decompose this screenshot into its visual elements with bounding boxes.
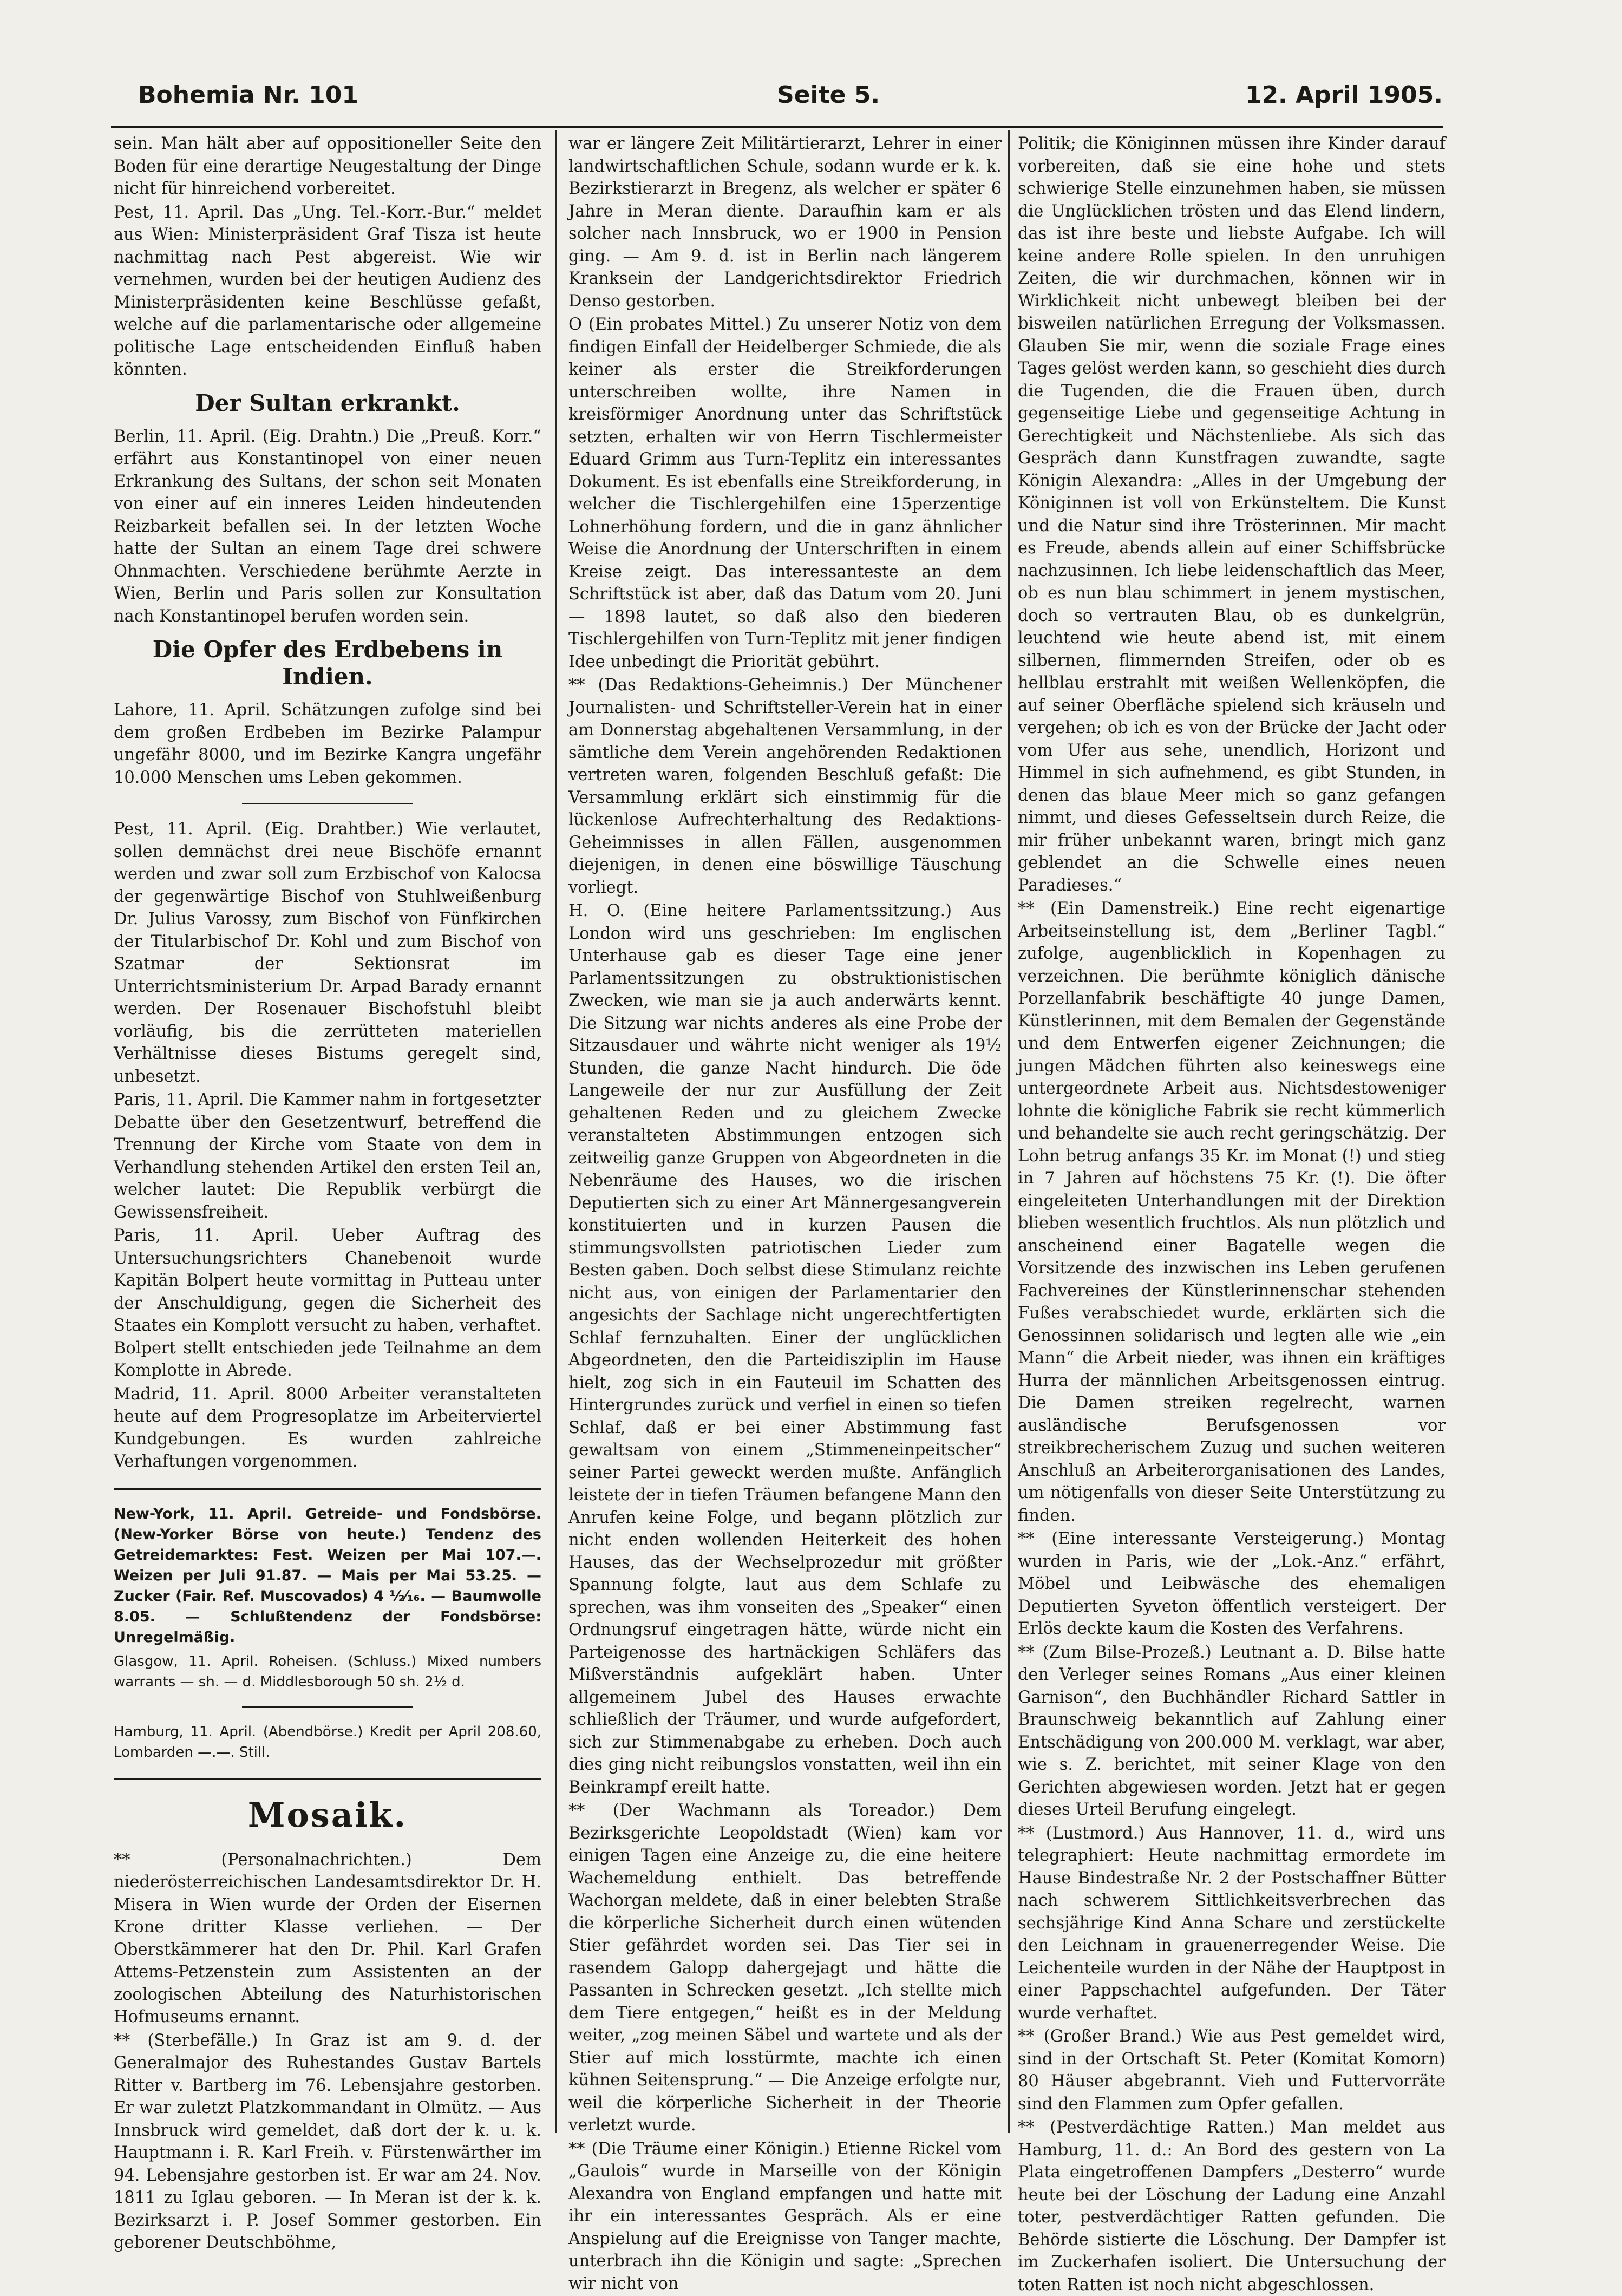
news-item-bilse-prozess: ** (Zum Bilse-Prozeß.) Leutnant a. D. Bilse hatte den Verleger seines Romans „Aus einer kleinen Garnison“, den Buchhändler Richard Sattler in Braunschweig bekanntlich auf Zahlung einer Entschädigung von 200.000 M. verklagt, war aber, wie s. Z. berichtet, mit seiner Klage von den Gerichten abgewiesen worden. Jetzt hat er gegen dieses Urteil Berufung eingelegt. (1018, 1643, 1446, 1819)
page-header (138, 81, 1443, 119)
market-hamburg: Hamburg, 11. April. (Abendbörse.) Kredit per April 208.60, Lombarden —.—. Still. (114, 1723, 541, 1761)
header-rule (111, 126, 1443, 128)
issue-date: 12. April 1905. (1245, 81, 1443, 109)
separator-mosaik (114, 1778, 541, 1780)
news-item-traeume-koenigin: ** (Die Träume einer Königin.) Etienne Rickel vom „Gaulois“ wurde in Marseille von der Königin Alexandra von England empfangen und hatte mit ihr ein interessantes Gespräch. Als er eine Anspielung auf die Ereignisse von Tanger machte, unterbrach ihn die Königin und sagte: „Sprechen wir nicht von (568, 2139, 1002, 2293)
market-new-york: New-York, 11. April. Getreide- und Fondsbörse. (New-Yorker Börse von heute.) Tendenz des Getreidemarktes: Fest. Weizen per Mai 107.—. Weizen per Juli 91.87. — Mais per Mai 53.25. — Zucker (Fair. Ref. Muscovados) 4 ½⁄₁₆. — Baumwolle 8.05. — Schlußtendenz der Fondsbörse: Unregelmäßig. (114, 1505, 541, 1646)
article-text: Politik; die Königinnen müssen ihre Kinder darauf vorbereiten, daß sie eine hohe und stets schwierige Stelle einzunehmen haben, sie müssen die Unglücklichen trösten und das Elend lindern, das ist ihre beste und liebste Aufgabe. Ich will keine andere Rolle spielen. In den unruhigen Zeiten, die wir durchmachen, können wir in Wirklichkeit nicht unbewegt bleiben bei der bisweilen natürlichen Erregung der Volksmassen. Glauben Sie mir, wenn die soziale Frage eines Tages gelöst werden kann, so geschieht dies durch die Tugenden, die die Frauen üben, durch gegenseitige Liebe und gegenseitige Achtung in Gerechtigkeit und Nächstenliebe. Als sich das Gespräch dann Kunstfragen zuwandte, sagte Königin Alexandra: „Alles in der Umgebung der Königinnen ist voll von Erkünsteltem. Die Kunst und die Natur sind ihre Trösterinnen. Mir macht es Freude, abends allein auf einer Schiffsbrücke nachzusinnen. Ich liebe leidenschaftlich das Meer, ob es nun blau schimmert in jenem mystischen, doch so vertrauten Blau, ob es dunkelgrün, leuchtend wie heute abend ist, mit einem silbernen, flimmernden Streifen, oder ob es hellblau erstrahlt mit weißen Wellenköpfen, die auf seiner Oberfläche spielend sich kräuseln und vergehen; ob ich es von der Brücke der Jacht oder vom Ufer aus sehe, unendlich, Horizont und Himmel in sich aufnehmend, es gibt Stunden, in denen das blaue Meer mich so ganz gefangen nimmt, und dieses Gefesseltsein durch Reize, die mir früher unbekannt waren, bringt mich ganz geblendet an die Schwelle eines neuen Paradieses.“ (1018, 134, 1446, 895)
separator (242, 1706, 413, 1708)
masthead-issue: Bohemia Nr. 101 (138, 81, 358, 109)
news-item-lahore: Lahore, 11. April. Schätzungen zufolge sind bei dem großen Erdbeben im Bezirke Palampur ungefähr 8000, und im Bezirke Kangra ungefähr 10.000 Menschen ums Leben gekommen. (114, 701, 541, 787)
market-glasgow: Glasgow, 11. April. Roheisen. (Schluss.) Mixed numbers warrants — sh. — d. Middlesborough 50 sh. 2½ d. (114, 1653, 541, 1690)
news-item-versteigerung: ** (Eine interessante Versteigerung.) Montag wurden in Paris, wie der „Lok.-Anz.“ erfährt, Möbel und Leibwäsche des ehemaligen Deputierten Syveton öffentlich versteigert. Der Erlös deckte kaum die Kosten des Verfahrens. (1018, 1529, 1446, 1638)
column-rule-1 (555, 130, 557, 2133)
news-item-pest-bischoefe: Pest, 11. April. (Eig. Drahtber.) Wie verlautet, sollen demnächst drei neue Bischöfe ernannt werden und zwar soll zum Erzbischof von Kalocsa der gegenwärtige Bischof von Stuhlweißenburg Dr. Julius Varossy, zum Bischof von Fünfkirchen der Titularbischof Dr. Kohl und zum Bischof von Szatmar der Sektionsrat im Unterrichtsministerium Dr. Arpad Barady ernannt werden. Der Rosenauer Bischofstuhl bleibt vorläufig, bis die zerrütteten materiellen Verhältnisse dieses Bistums geregelt sind, unbesetzt. (114, 820, 541, 1086)
column-2 (568, 133, 1002, 2293)
news-item-pest-tisza: Pest, 11. April. Das „Ung. Tel.-Korr.-Bur.“ meldet aus Wien: Ministerpräsident Graf Tisza ist heute nachmittag nach Pest abgereist. Wie wir vernehmen, wurden bei der heutigen Audienz des Ministerpräsidenten keine Beschlüsse gefaßt, welche auf die parlamentarische oder allgemeine politische Lage entscheidenden Einfluß haben könnten. (114, 202, 541, 379)
news-item-sterbefaelle: ** (Sterbefälle.) In Graz ist am 9. d. der Generalmajor des Ruhestandes Gustav Bartels Ritter v. Bartberg im 76. Lebensjahre gestorben. Er war zuletzt Platzkommandant in Olmütz. — Aus Innsbruck wird gemeldet, daß dort der k. u. k. Hauptmann i. R. Karl Freih. v. Fürstenwärther im 94. Lebensjahre gestorben ist. Er war am 24. Nov. 1811 zu Iglau geboren. — In Meran ist der k. k. Bezirksarzt i. P. Josef Sommer gestorben. Ein geborener Deutschböhme, (114, 2031, 541, 2252)
news-item-lustmord: ** (Lustmord.) Aus Hannover, 11. d., wird uns telegraphiert: Heute nachmittag ermordete im Hause Bindestraße Nr. 2 der Postschaffner Bütter nach schwerem Sittlichkeitsverbrechen das sechsjährige Kind Anna Schare und zerstückelte den Leichnam in grauenerregender Weise. Die Leichenteile wurden in der Nähe der Hauptpost in einer Pappschachtel aufgefunden. Der Täter wurde verhaftet. (1018, 1823, 1446, 2023)
column-1 (114, 133, 541, 2252)
news-item-probates-mittel: O (Ein probates Mittel.) Zu unserer Notiz von dem findigen Einfall der Heidelberger Schmiede, die als keiner als erster die Streikforderungen unterschreiben wollte, ihre Namen in kreisförmiger Anordnung unter das Schriftstück setzten, erhalten wir von Herrn Tischlermeister Eduard Grimm aus Turn-Teplitz ein interessantes Dokument. Es ist ebenfalls eine Streikforderung, in welcher die Tischlergehilfen eine 15perzentige Lohnerhöhung fordern, und die in ganz ähnlicher Weise die Anordnung der Unterschriften in einem Kreise zeigt. Das interessanteste an dem Schriftstück ist aber, daß das Datum vom 20. Juni — 1898 lautet, so daß also den biederen Tischlergehilfen von Turn-Teplitz mit jener findigen Idee unbedingt die Priorität gebührt. (568, 315, 1002, 671)
news-item-redaktionsgeheimnis: ** (Das Redaktions-Geheimnis.) Der Münchener Journalisten- und Schriftsteller-Verein hat in einer am Donnerstag abgehaltenen Versammlung, in der sämtliche dem Verein angehörenden Redaktionen vertreten waren, folgenden Beschluß gefaßt: Die Versammlung erklärt sich einstimmig für die lückenlose Aufrechterhaltung des Redaktions-Geheimnisses in allen Fällen, ausgenommen diejenigen, in denen eine böswillige Täuschung vorliegt. (568, 676, 1002, 897)
news-item-ratten: ** (Pestverdächtige Ratten.) Man meldet aus Hamburg, 11. d.: An Bord des gestern von La Plata eingetroffenen Dampfers „Desterro“ wurde heute bei der Löschung der Ladung eine Anzahl toter, pestverdächtiger Ratten gefunden. Die Behörde sistierte die Löschung. Der Dampfer ist im Zuckerhafen isoliert. Die Untersuchung der toten Ratten ist noch nicht abgeschlossen. (1018, 2118, 1446, 2294)
column-rule-2 (1008, 130, 1010, 2133)
market-report (114, 1504, 541, 1763)
news-item-paris-komplott: Paris, 11. April. Ueber Auftrag des Untersuchungsrichters Chanebenoit wurde Kapitän Bolpert heute vormittag in Putteau unter der Anschuldigung, gegen die Sicherheit des Staates ein Komplott versucht zu haben, verhaftet. Bolpert stellt entschieden jede Teilnahme an dem Komplotte in Abrede. (114, 1226, 541, 1380)
headline-sultan: Der Sultan erkrankt. (195, 389, 460, 416)
article-text: sein. Man hält aber auf oppositioneller Seite den Boden für eine derartige Neugestaltung der Dinge nicht für hinreichend vorbereitet. (114, 134, 541, 198)
news-item-paris-kammer: Paris, 11. April. Die Kammer nahm in fortgesetzter Debatte über den Gesetzentwurf, betreffend die Trennung der Kirche vom Staate von dem in Verhandlung stehenden Artikel den ersten Teil an, welcher lautet: Die Republik verbürgt die Gewissensfreiheit. (114, 1090, 541, 1222)
separator-market (114, 1488, 541, 1490)
news-item-personalnachrichten: ** (Personalnachrichten.) Dem niederösterreichischen Landesamtsdirektor Dr. H. Misera in Wien wurde der Orden der Eisernen Krone dritter Klasse verliehen. — Der Oberstkämmerer hat den Dr. Phil. Karl Grafen Attems-Petzenstein zum Assistenten an der zoologischen Abteilung des Naturhistorischen Hofmuseums ernannt. (114, 1850, 541, 2026)
news-item-wachmann: ** (Der Wachmann als Toreador.) Dem Bezirksgerichte Leopoldstadt (Wien) kam vor einigen Tagen eine Anzeige zu, die eine heitere Wachemeldung enthielt. Das betreffende Wachorgan meldete, daß in einer belebten Straße die körperliche Sicherheit durch einen wütenden Stier gefährdet worden sei. Das Tier sei in rasendem Galopp dahergejagt und hätte die Passanten in Schrecken gesetzt. „Ich stellte mich dem Tiere entgegen,“ heißt es in der Meldung weiter, „zog meinen Säbel und wartete und als der Stier auf mich losstürmte, machte ich einen kühnen Seitensprung.“ — Die Anzeige erfolgte nur, weil die körperliche Sicherheit in der Theorie verletzt wurde. (568, 1801, 1002, 2135)
headline-erdbeben: Die Opfer des Erdbebens in Indien. (152, 636, 503, 690)
article-text: war er längere Zeit Militärtierarzt, Lehrer in einer landwirtschaftlichen Schule, sodann wurde er k. k. Bezirkstierarzt in Bregenz, als welcher er später 6 Jahre in Meran diente. Daraufhin kam er als solcher nach Innsbruck, wo er 1900 in Pension ging. — Am 9. d. ist in Berlin nach längerem Kranksein der Landgerichtsdirektor Friedrich Denso gestorben. (568, 134, 1002, 311)
news-item-berlin-sultan: Berlin, 11. April. (Eig. Drahtn.) Die „Preuß. Korr.“ erfährt aus Konstantinopel von einer neuen Erkrankung des Sultans, der schon seit Monaten von einer auf ein inneres Leiden hindeutenden Reizbarkeit befallen sei. In der letzten Woche hatte der Sultan an einem Tage drei schwere Ohnmachten. Verschiedene berühmte Aerzte in Wien, Berlin und Paris sollen zur Konsultation nach Konstantinopel berufen worden sein. (114, 427, 541, 626)
column-3 (1018, 133, 1446, 2294)
news-item-damenstreik: ** (Ein Damenstreik.) Eine recht eigenartige Arbeitseinstellung ist, dem „Berliner Tagbl.“ zufolge, augenblicklich in Kopenhagen zu verzeichnen. Die berühmte königlich dänische Porzellanfabrik beschäftigte 40 junge Damen, Künstlerinnen, mit dem Bemalen der Gegenstände und dem Entwerfen eigener Zeichnungen; die jungen Mädchen führten also keineswegs eine untergeordnete Arbeit aus. Nichtsdestoweniger lohnte die königliche Fabrik sie recht kümmerlich und behandelte sie auch recht geringschätzig. Der Lohn betrug anfangs 35 Kr. im Monat (!) und stieg in 7 Jahren auf höchstens 75 Kr. (!). Die öfter eingeleiteten Unterhandlungen mit der Direktion blieben wesentlich fruchtlos. Als nun plötzlich und anscheinend einer Bagatelle wegen die Vorsitzende des inzwischen ins Leben gerufenen Fachvereines der Künstlerinnenschar stehenden Fußes verabschiedet wurde, erklärten sich die Genossinnen solidarisch und legten alle wie „ein Mann“ die Arbeit nieder, was ihnen ein kräftiges Hurra der männlichen Arbeitsgenossen eintrug. Die Damen streiken regelrecht, warnen ausländische Berufsgenossen vor streikbrecherischem Zuzug und suchen weiteren Anschluß an Arbeiterorganisationen des Landes, um nötigenfalls von dieser Seite Unterstützung zu finden. (1018, 899, 1446, 1525)
page-number: Seite 5. (777, 81, 880, 109)
section-title-mosaik: Mosaik. (247, 1795, 408, 1835)
separator (242, 803, 413, 804)
news-item-madrid: Madrid, 11. April. 8000 Arbeiter veranstalteten heute auf dem Progresoplatze im Arbeiterviertel Kundgebungen. Es wurden zahlreiche Verhaftungen vorgenommen. (114, 1384, 541, 1471)
news-item-brand: ** (Großer Brand.) Wie aus Pest gemeldet wird, sind in der Ortschaft St. Peter (Komitat Komorn) 80 Häuser abgebrannt. Vieh und Futtervorräte sind den Flammen zum Opfer gefallen. (1018, 2027, 1446, 2114)
news-item-parlamentssitzung: H. O. (Eine heitere Parlamentssitzung.) Aus London wird uns geschrieben: Im englischen Unterhause gab es dieser Tage eine jener Parlamentssitzungen zu obstruktionistischen Zwecken, wie man sie ja auch anderwärts kennt. Die Sitzung war nichts anderes als eine Probe der Sitzausdauer und währte nicht weniger als 19½ Stunden, die ganze Nacht hindurch. Die öde Langeweile der nur zur Ausfüllung der Zeit gehaltenen Reden und zu gleichem Zwecke veranstalteten Abstimmungen entzogen sich zeitweilig ganze Gruppen von Abgeordneten in die Nebenräume des Hauses, wo die irischen Deputierten sich zu einer Art Männergesangverein konstituierten und in kurzen Pausen die stimmungsvollsten patriotischen Lieder zum Besten gaben. Doch selbst diese Stimulanz reichte nicht aus, von einigen der Parlamentarier den angesichts der Sachlage nicht ungerechtfertigten Schlaf fernzuhalten. Einer der unglücklichen Abgeordneten, den die Parteidisziplin im Hause hielt, zog sich in ein Fauteuil im Schatten des Hintergrundes zurück und verfiel in einen so tiefen Schlaf, daß er bei einer Abstimmung fast gewaltsam von einem „Stimmeneinpeitscher“ seiner Partei geweckt werden mußte. Anfänglich leistete der in tiefen Träumen befangene Mann den Anrufen keine Folge, und begann plötzlich zur nicht enden wollenden Heiterkeit des hohen Hauses, das der Wechselprozedur mit größter Spannung folgte, laut aus dem Schlafe zu sprechen, was ihm vonseiten des „Speaker“ einen Ordnungsruf eingetragen hätte, würde nicht ein Parteigenosse des hartnäckigen Schläfers das Mißverständnis aufgeklärt haben. Unter allgemeinem Jubel des Hauses erwachte schließlich der Träumer, und wurde aufgefordert, sich zur Stimmenabgabe zu erheben. Doch auch dies ging nicht reibungslos vonstatten, weil ihn ein Beinkrampf ereilt hatte. (568, 901, 1002, 1797)
